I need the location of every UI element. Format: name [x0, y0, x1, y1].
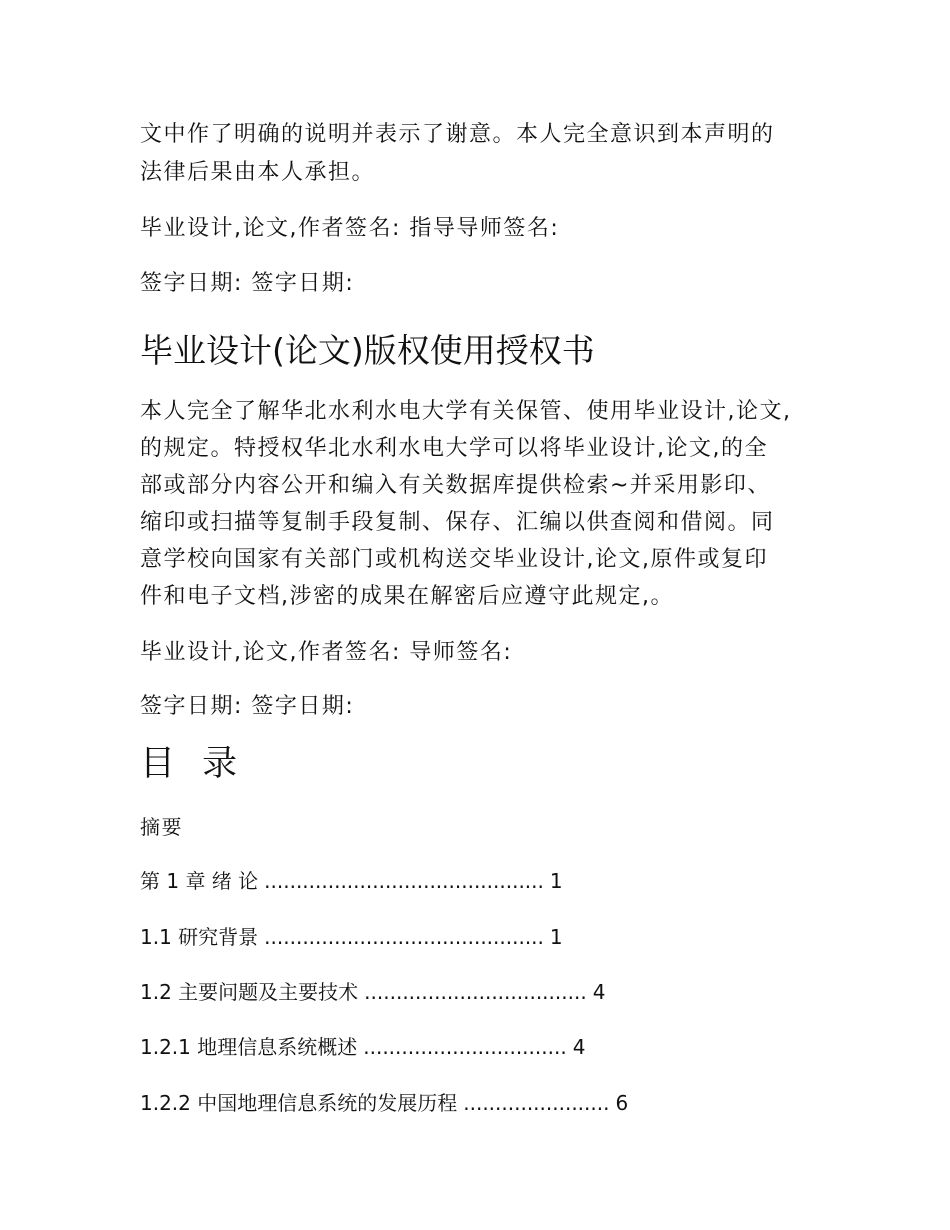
toc-entry-label: 1.2.2 中国地理信息系统的发展历程: [140, 1091, 458, 1115]
toc-entry-page: 4: [592, 980, 606, 1004]
toc-entry[interactable]: [140, 1033, 585, 1061]
toc-entry[interactable]: [140, 1089, 628, 1117]
authorization-line: 缩印或扫描等复制手段复制、保存、汇编以供查阅和借阅。同: [140, 510, 775, 535]
authorization-title: 毕业设计(论文)版权使用授权书: [140, 331, 595, 370]
authorization-signature: 毕业设计,论文,作者签名: 导师签名:: [140, 640, 513, 665]
toc-entry-leader: ............................................: [264, 925, 544, 949]
toc-entry-page: 4: [572, 1035, 586, 1059]
toc-entry-leader: ...................................: [364, 980, 587, 1004]
authorization-line: 部或部分内容公开和编入有关数据库提供检索~并采用影印、: [140, 473, 771, 498]
toc-entry[interactable]: [140, 867, 563, 895]
toc-entry-label: 1.2 主要问题及主要技术: [140, 980, 359, 1004]
toc-entry[interactable]: [140, 923, 563, 951]
toc-entry-label: 1.2.1 地理信息系统概述: [140, 1035, 358, 1059]
authorization-date: 签字日期: 签字日期:: [140, 694, 355, 719]
toc-entry-label: 第 1 章 绪 论: [140, 869, 259, 893]
authorization-line: 的规定。特授权华北水利水电大学可以将毕业设计,论文,的全: [140, 436, 768, 461]
toc-entry-leader: ................................: [363, 1035, 567, 1059]
toc-entry-page: 6: [615, 1091, 629, 1115]
declaration-line: 文中作了明确的说明并表示了谢意。本人完全意识到本声明的: [140, 122, 775, 147]
toc-entry-leader: .......................: [463, 1091, 610, 1115]
toc-abstract: 摘要: [140, 815, 183, 839]
declaration-signature: 毕业设计,论文,作者签名: 指导导师签名:: [140, 216, 560, 241]
authorization-line: 本人完全了解华北水利水电大学有关保管、使用毕业设计,论文,: [140, 399, 792, 424]
authorization-line: 件和电子文档,涉密的成果在解密后应遵守此规定,。: [140, 584, 674, 609]
authorization-line: 意学校向国家有关部门或机构送交毕业设计,论文,原件或复印: [140, 547, 768, 572]
toc-entry-label: 1.1 研究背景: [140, 925, 259, 949]
declaration-line: 法律后果由本人承担。: [140, 160, 376, 185]
toc-entry-page: 1: [549, 869, 563, 893]
toc-title: 目 录: [140, 744, 246, 784]
toc-entry-leader: ............................................: [264, 869, 544, 893]
toc-entry-page: 1: [549, 925, 563, 949]
declaration-date: 签字日期: 签字日期:: [140, 271, 355, 296]
toc-entry[interactable]: [140, 978, 605, 1006]
